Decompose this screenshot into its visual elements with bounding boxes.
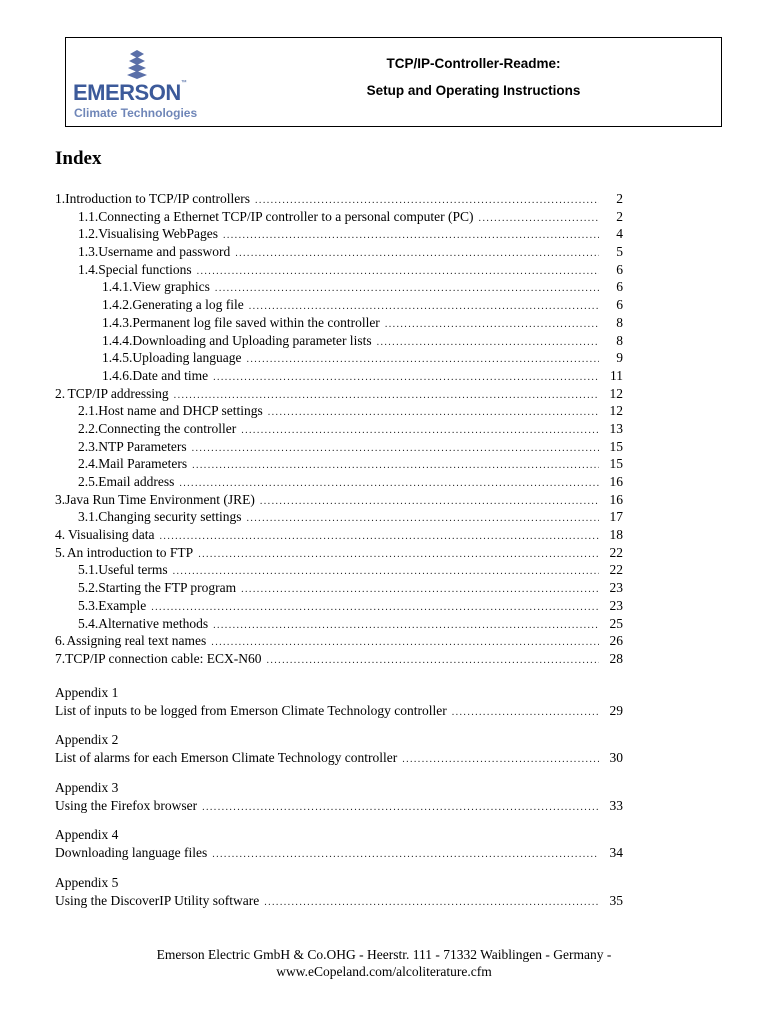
toc-entry-title: Downloading language files: [55, 844, 208, 860]
dot-leader: [402, 751, 599, 769]
toc-entry[interactable]: [55, 491, 623, 509]
toc-entry-number: 5.4.: [78, 615, 99, 631]
toc-entry-title: NTP Parameters: [98, 438, 187, 454]
appendix-label: Appendix 3: [55, 780, 119, 795]
logo-subtitle: Climate Technologies: [74, 106, 198, 120]
dot-leader: [266, 652, 599, 670]
toc-entry-page: 13: [609, 420, 623, 436]
toc-entry-title: Uploading language: [132, 350, 242, 366]
toc-entry-page: 8: [616, 332, 623, 348]
appendix-entry: [55, 826, 623, 861]
toc-entry-page: 23: [609, 597, 623, 613]
toc-entry-page: 12: [609, 385, 623, 401]
toc-entry[interactable]: [55, 438, 623, 456]
toc-entry-page: 34: [609, 844, 623, 860]
document-subtitle: Setup and Operating Instructions: [366, 83, 581, 98]
toc-entry-title: TCP/IP connection cable: ECX-N60: [65, 650, 262, 666]
dot-leader: [192, 440, 599, 458]
toc-entry[interactable]: [55, 225, 623, 243]
toc-entry-page: 25: [609, 615, 623, 631]
toc-entry-number: 2.1.: [78, 403, 99, 419]
toc-entry[interactable]: [55, 349, 623, 367]
toc-entry-title: Connecting a Ethernet TCP/IP controller to a personal computer (PC): [98, 208, 474, 224]
toc-entry-title: Using the DiscoverIP Utility software: [55, 892, 260, 908]
toc-entry-title: View graphics: [132, 279, 210, 295]
dot-leader: [246, 510, 599, 528]
toc-entry-number: 1.4.6.: [102, 367, 133, 383]
toc-entry-number: 1.1.: [78, 208, 99, 224]
toc-entry-page: 22: [609, 544, 623, 560]
toc-entry-page: 2: [616, 208, 623, 224]
dot-leader: [213, 617, 599, 635]
toc-entry-title: Changing security settings: [98, 509, 242, 525]
toc-entry-title: Visualising data: [67, 527, 155, 543]
dot-leader: [215, 280, 599, 298]
toc-entry-number: 1.4.1.: [102, 279, 133, 295]
toc-entry-title: List of inputs to be logged from Emerson Climate Technology controller: [55, 702, 447, 718]
toc-entry-title: Downloading and Uploading parameter lists: [132, 332, 372, 348]
toc-entry[interactable]: [55, 650, 623, 668]
toc-entry[interactable]: [55, 208, 623, 226]
toc-entry-page: 22: [609, 562, 623, 578]
appendix-entry: [55, 684, 623, 719]
toc-entry-page: 6: [616, 261, 623, 277]
dot-leader: [160, 528, 599, 546]
toc-entry-number: 4.: [55, 527, 66, 543]
toc-entry-number: 5.2.: [78, 580, 99, 596]
toc-entry-page: 29: [609, 702, 623, 718]
toc-entry-number: 1.4.5.: [102, 350, 133, 366]
toc-entry-title: Permanent log file saved within the controller: [132, 314, 380, 330]
logo-wordmark: EMERSON: [73, 80, 181, 105]
toc-entry-page: 15: [609, 438, 623, 454]
toc-entry[interactable]: [55, 561, 623, 579]
toc-entry-title: Username and password: [98, 244, 231, 260]
toc-entry-number: 1.: [55, 191, 66, 206]
toc-entry-page: 15: [609, 456, 623, 472]
toc-entry[interactable]: [55, 332, 623, 350]
dot-leader: [198, 546, 599, 564]
toc-entry-page: 5: [616, 244, 623, 260]
toc-entry-number: 1.2.: [78, 226, 99, 242]
toc-entry[interactable]: [55, 420, 623, 438]
toc-entry[interactable]: [55, 296, 623, 314]
toc-entry-number: 3.: [55, 491, 66, 507]
dot-leader: [223, 227, 599, 245]
document-title: TCP/IP-Controller-Readme:: [386, 56, 561, 71]
toc-entry[interactable]: [55, 892, 623, 910]
toc-entry[interactable]: [55, 632, 623, 650]
toc-entry-title: Connecting the controller: [98, 420, 237, 436]
toc-entry-page: 12: [609, 403, 623, 419]
dot-leader: [268, 404, 599, 422]
toc-entry[interactable]: [55, 844, 623, 862]
index-heading: Index: [55, 148, 102, 169]
toc-entry-title: TCP/IP addressing: [67, 385, 169, 401]
toc-entry-number: 5.: [55, 544, 66, 560]
toc-entry[interactable]: [55, 402, 623, 420]
toc-entry-page: 16: [609, 474, 623, 489]
toc-entry[interactable]: [55, 544, 623, 562]
toc-entry-title: Assigning real text names: [66, 633, 207, 649]
toc-entry-title: Java Run Time Environment (JRE): [65, 491, 255, 507]
toc-entry-page: 2: [616, 191, 623, 206]
appendix-label: Appendix 1: [55, 685, 119, 700]
toc-entry[interactable]: [55, 702, 623, 720]
emerson-logo: EMERSON™ Climate Technologies: [70, 46, 220, 121]
toc-entry-title: Special functions: [98, 261, 192, 277]
toc-entry-number: 1.3.: [78, 244, 99, 260]
appendix-entry: [55, 874, 623, 909]
appendix-entry: [55, 779, 623, 814]
toc-entry-page: 8: [616, 314, 623, 330]
dot-leader: [212, 846, 599, 864]
toc-entry[interactable]: [55, 190, 623, 208]
dot-leader: [241, 422, 599, 440]
toc-entry-page: 16: [609, 491, 623, 507]
document-header: [65, 37, 722, 127]
toc-entry-title: Date and time: [132, 367, 209, 383]
toc-entry-title: Starting the FTP program: [98, 580, 237, 596]
toc-entry-number: 5.3.: [78, 597, 99, 613]
footer-website-link[interactable]: www.eCopeland.com/alcoliterature.cfm: [276, 964, 492, 979]
dot-leader: [246, 351, 599, 369]
dot-leader: [211, 634, 599, 652]
table-of-contents: [55, 190, 623, 668]
toc-entry-title: Alternative methods: [98, 615, 209, 631]
toc-entry[interactable]: [55, 473, 623, 491]
toc-entry[interactable]: [55, 243, 623, 261]
toc-entry[interactable]: [55, 579, 623, 597]
footer-address: Emerson Electric GmbH & Co.OHG - Heerstr. 111 - 71332 Waiblingen - Germany -: [156, 947, 612, 962]
toc-entry-title: Mail Parameters: [98, 456, 188, 472]
toc-entry-number: 2.5.: [78, 474, 99, 489]
appendix-label: Appendix 5: [55, 875, 119, 890]
toc-entry-number: 2.4.: [78, 456, 99, 472]
toc-entry[interactable]: [55, 455, 623, 473]
dot-leader: [192, 457, 599, 475]
toc-entry[interactable]: [55, 314, 623, 332]
appendix-entry: [55, 731, 623, 766]
toc-entry-page: 28: [609, 650, 623, 666]
emerson-logo-icon: [122, 48, 152, 80]
toc-entry-number: 1.4.2.: [102, 297, 133, 313]
toc-entry-number: 1.4.: [78, 261, 99, 277]
dot-leader: [385, 316, 599, 334]
toc-entry-page: 4: [616, 226, 623, 242]
toc-entry-number: 7.: [55, 650, 66, 666]
toc-entry-page: 23: [609, 580, 623, 596]
toc-entry[interactable]: [55, 597, 623, 615]
toc-entry[interactable]: [55, 508, 623, 526]
toc-entry[interactable]: [55, 385, 623, 403]
toc-entry-page: 26: [609, 633, 623, 649]
dot-leader: [452, 704, 599, 722]
toc-entry-title: Introduction to TCP/IP controllers: [65, 191, 251, 206]
toc-entry[interactable]: [55, 261, 623, 279]
toc-entry-title: Example: [98, 597, 147, 613]
dot-leader: [479, 210, 599, 228]
toc-entry[interactable]: [55, 749, 623, 767]
dot-leader: [213, 369, 599, 387]
appendix-label: Appendix 2: [55, 732, 119, 747]
toc-entry-title: Host name and DHCP settings: [98, 403, 263, 419]
dot-leader: [260, 493, 599, 511]
dot-leader: [241, 581, 599, 599]
toc-entry-title: Using the Firefox browser: [55, 797, 198, 813]
toc-entry-page: 33: [609, 797, 623, 813]
toc-entry-title: Email address: [98, 474, 175, 489]
toc-entry-number: 2.2.: [78, 420, 99, 436]
toc-entry-page: 9: [616, 350, 623, 366]
dot-leader: [202, 799, 599, 817]
toc-entry-title: Generating a log file: [132, 297, 244, 313]
toc-entry-number: 2.: [55, 385, 66, 401]
toc-entry-page: 6: [616, 279, 623, 295]
dot-leader: [151, 599, 599, 617]
toc-entry-number: 1.4.4.: [102, 332, 133, 348]
dot-leader: [264, 894, 599, 912]
toc-entry-number: 1.4.3.: [102, 314, 133, 330]
dot-leader: [235, 245, 599, 263]
toc-entry[interactable]: [55, 367, 623, 385]
toc-entry[interactable]: [55, 278, 623, 296]
toc-entry-page: 35: [609, 892, 623, 908]
dot-leader: [377, 334, 599, 352]
toc-entry-number: 3.1.: [78, 509, 99, 525]
toc-entry-page: 11: [610, 367, 623, 383]
toc-entry-number: 2.3.: [78, 438, 99, 454]
toc-entry-title: Useful terms: [98, 562, 168, 578]
toc-entry-page: 30: [609, 749, 623, 765]
toc-entry-page: 6: [616, 297, 623, 313]
toc-entry-number: 5.1.: [78, 562, 99, 578]
toc-entry-page: 17: [609, 509, 623, 525]
toc-entry[interactable]: [55, 797, 623, 815]
toc-entry-page: 18: [609, 527, 623, 543]
appendix-label: Appendix 4: [55, 827, 119, 842]
toc-entry[interactable]: [55, 615, 623, 633]
toc-entry[interactable]: [55, 526, 623, 544]
toc-entry-title: List of alarms for each Emerson Climate Technology controller: [55, 749, 398, 765]
toc-entry-title: An introduction to FTP: [66, 544, 194, 560]
toc-entry-number: 6.: [55, 633, 66, 649]
toc-entry-title: Visualising WebPages: [98, 226, 218, 242]
dot-leader: [197, 263, 599, 281]
